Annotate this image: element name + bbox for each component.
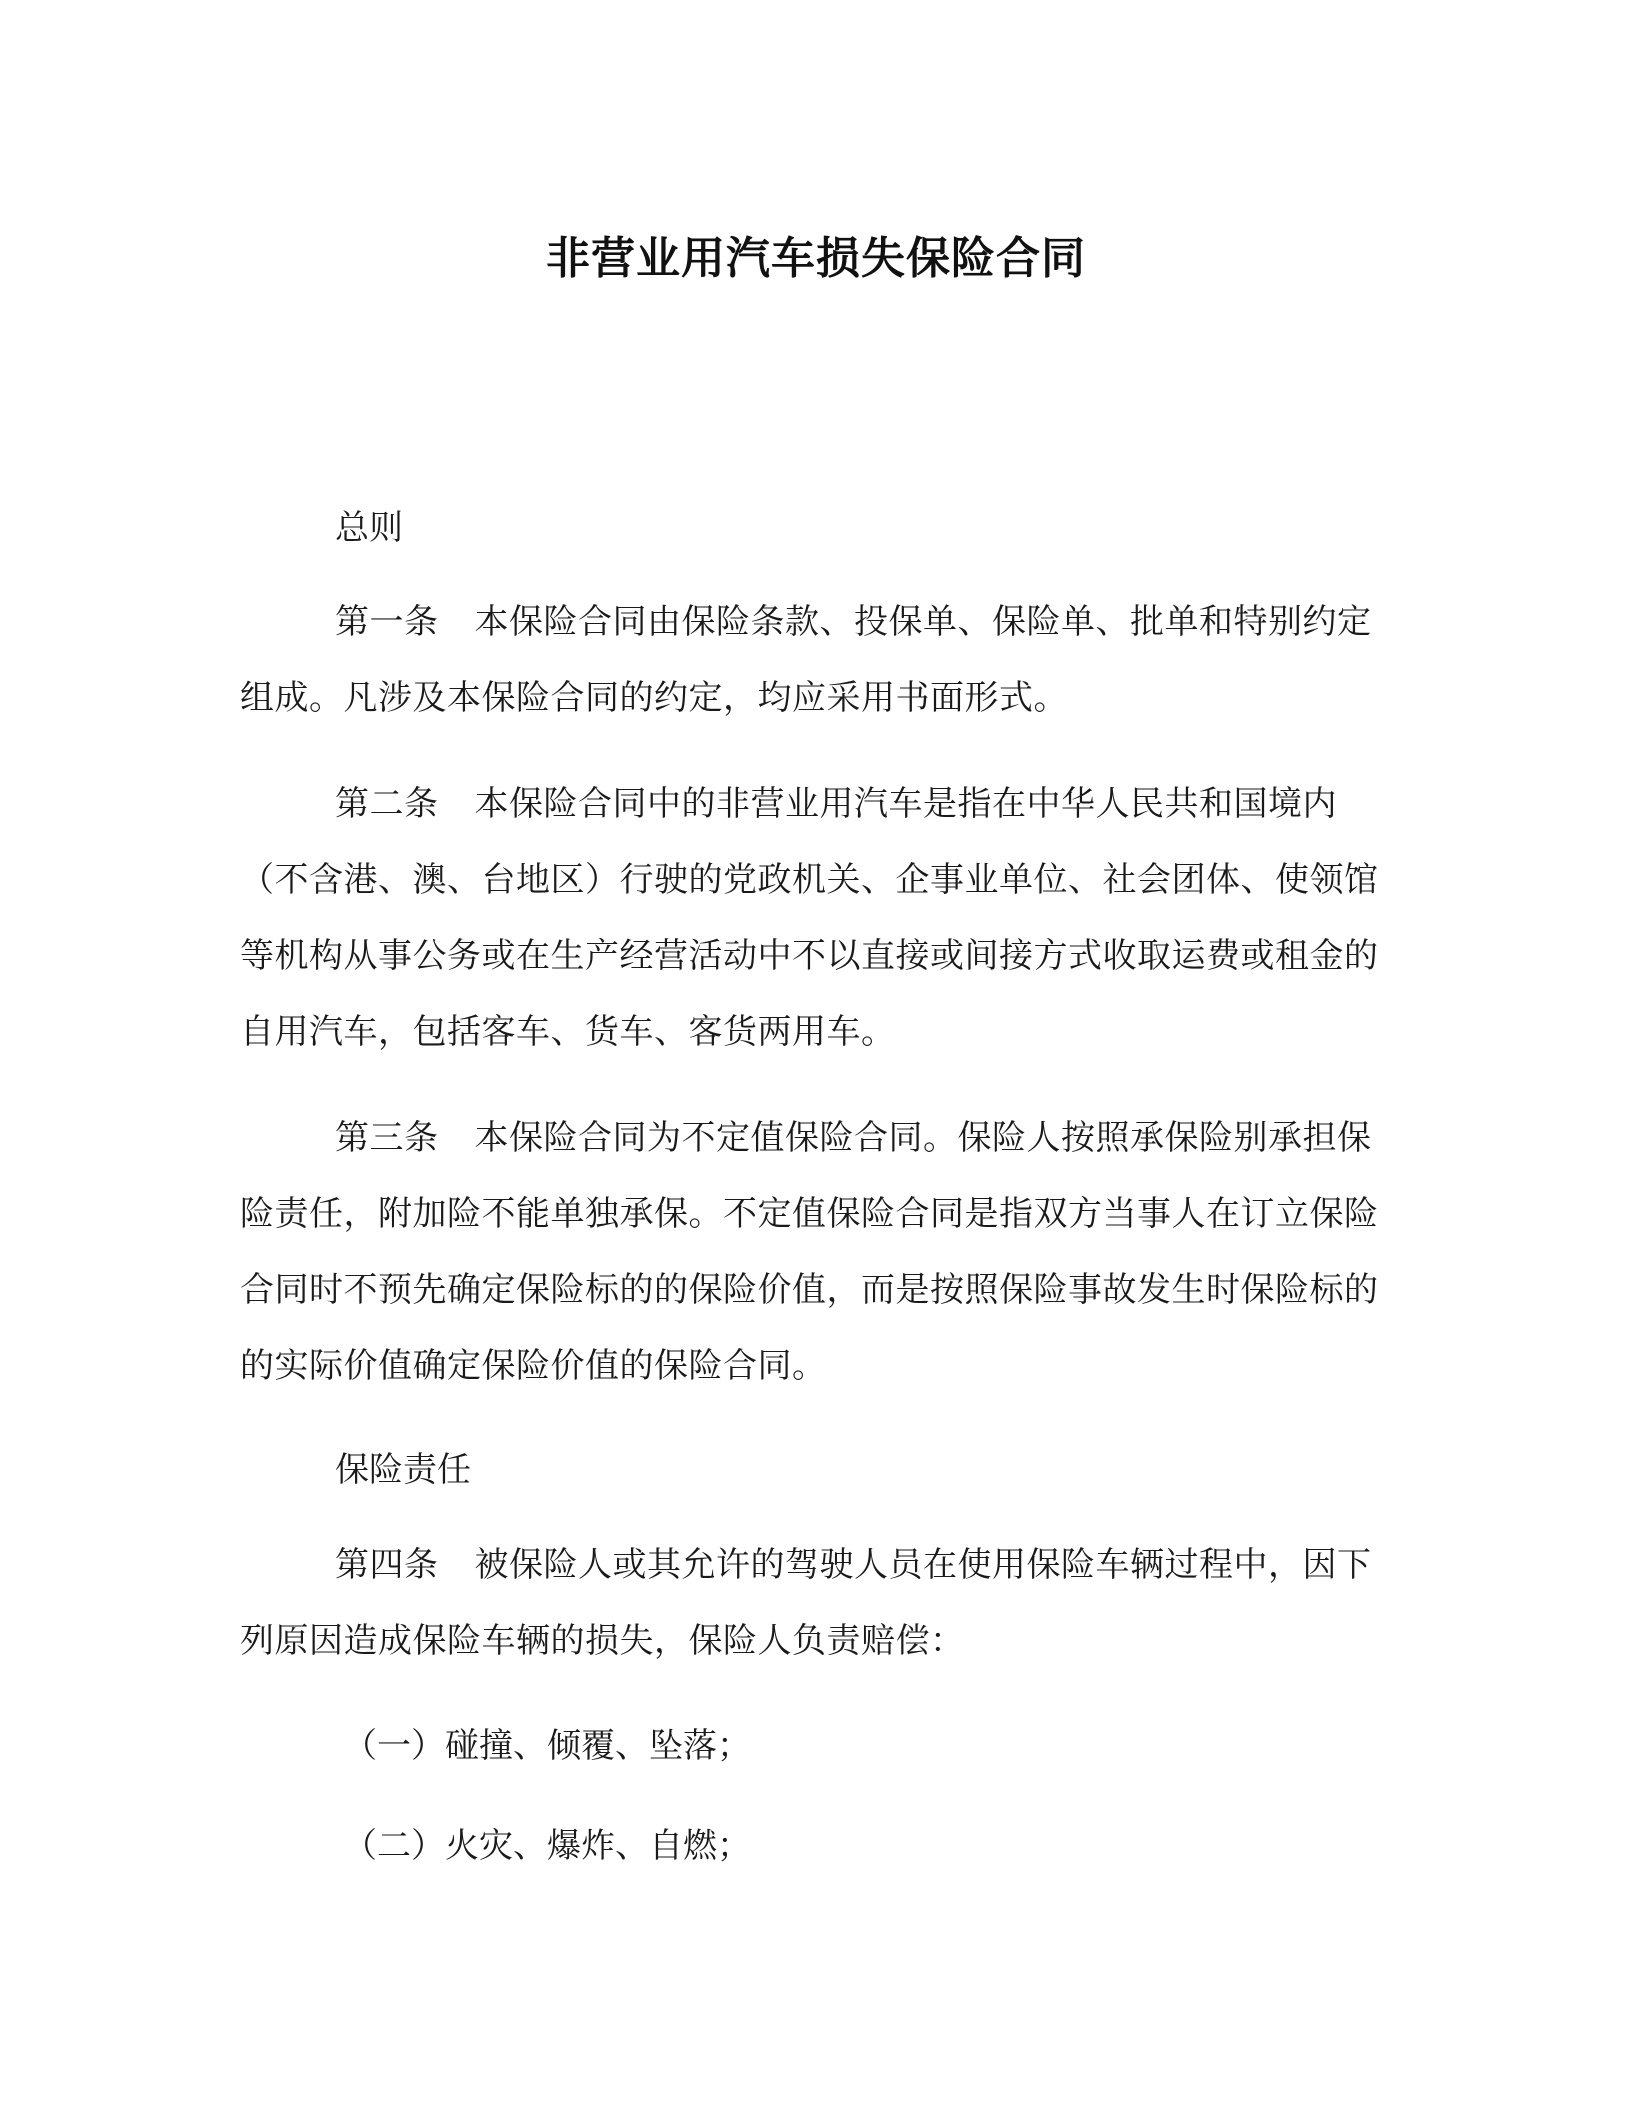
article-3 — [240, 1100, 1384, 1404]
article-2 — [240, 766, 1384, 1070]
article-number: 第一条 — [335, 602, 439, 642]
article-number: 第四条 — [335, 1545, 439, 1585]
article-1 — [240, 584, 1384, 736]
section-heading-general: 总则 — [335, 508, 403, 548]
article-text: 本保险合同中的非营业用汽车是指在中华人民共和国境内（不含港、澳、台地区）行驶的党政机关、企事业单位、社会团体、使领馆等机构从事公务或在生产经营活动中不以直接或间接方式收取运费或租金的自用汽车，包括客车、货车、客货两用车。 — [240, 784, 1379, 1052]
article-text: 本保险合同为不定值保险合同。保险人按照承保险别承担保险责任，附加险不能单独承保。不定值保险合同是指双方当事人在订立保险合同时不预先确定保险标的的保险价值，而是按照保险事故发生时保险标的的实际价值确定保险价值的保险合同。 — [240, 1118, 1379, 1386]
article-text: 本保险合同由保险条款、投保单、保险单、批单和特别约定组成。凡涉及本保险合同的约定，均应采用书面形式。 — [240, 602, 1372, 718]
section-heading-liability: 保险责任 — [335, 1450, 471, 1490]
article-number: 第二条 — [335, 784, 439, 824]
list-item: （一）碰撞、倾覆、坠落； — [343, 1726, 751, 1766]
article-text: 被保险人或其允许的驾驶人员在使用保险车辆过程中，因下列原因造成保险车辆的损失，保险人负责赔偿： — [240, 1545, 1372, 1661]
list-item: （二）火灾、爆炸、自燃； — [343, 1826, 751, 1866]
document-title: 非营业用汽车损失保险合同 — [546, 233, 1086, 284]
article-4 — [240, 1527, 1384, 1679]
article-number: 第三条 — [335, 1118, 439, 1158]
